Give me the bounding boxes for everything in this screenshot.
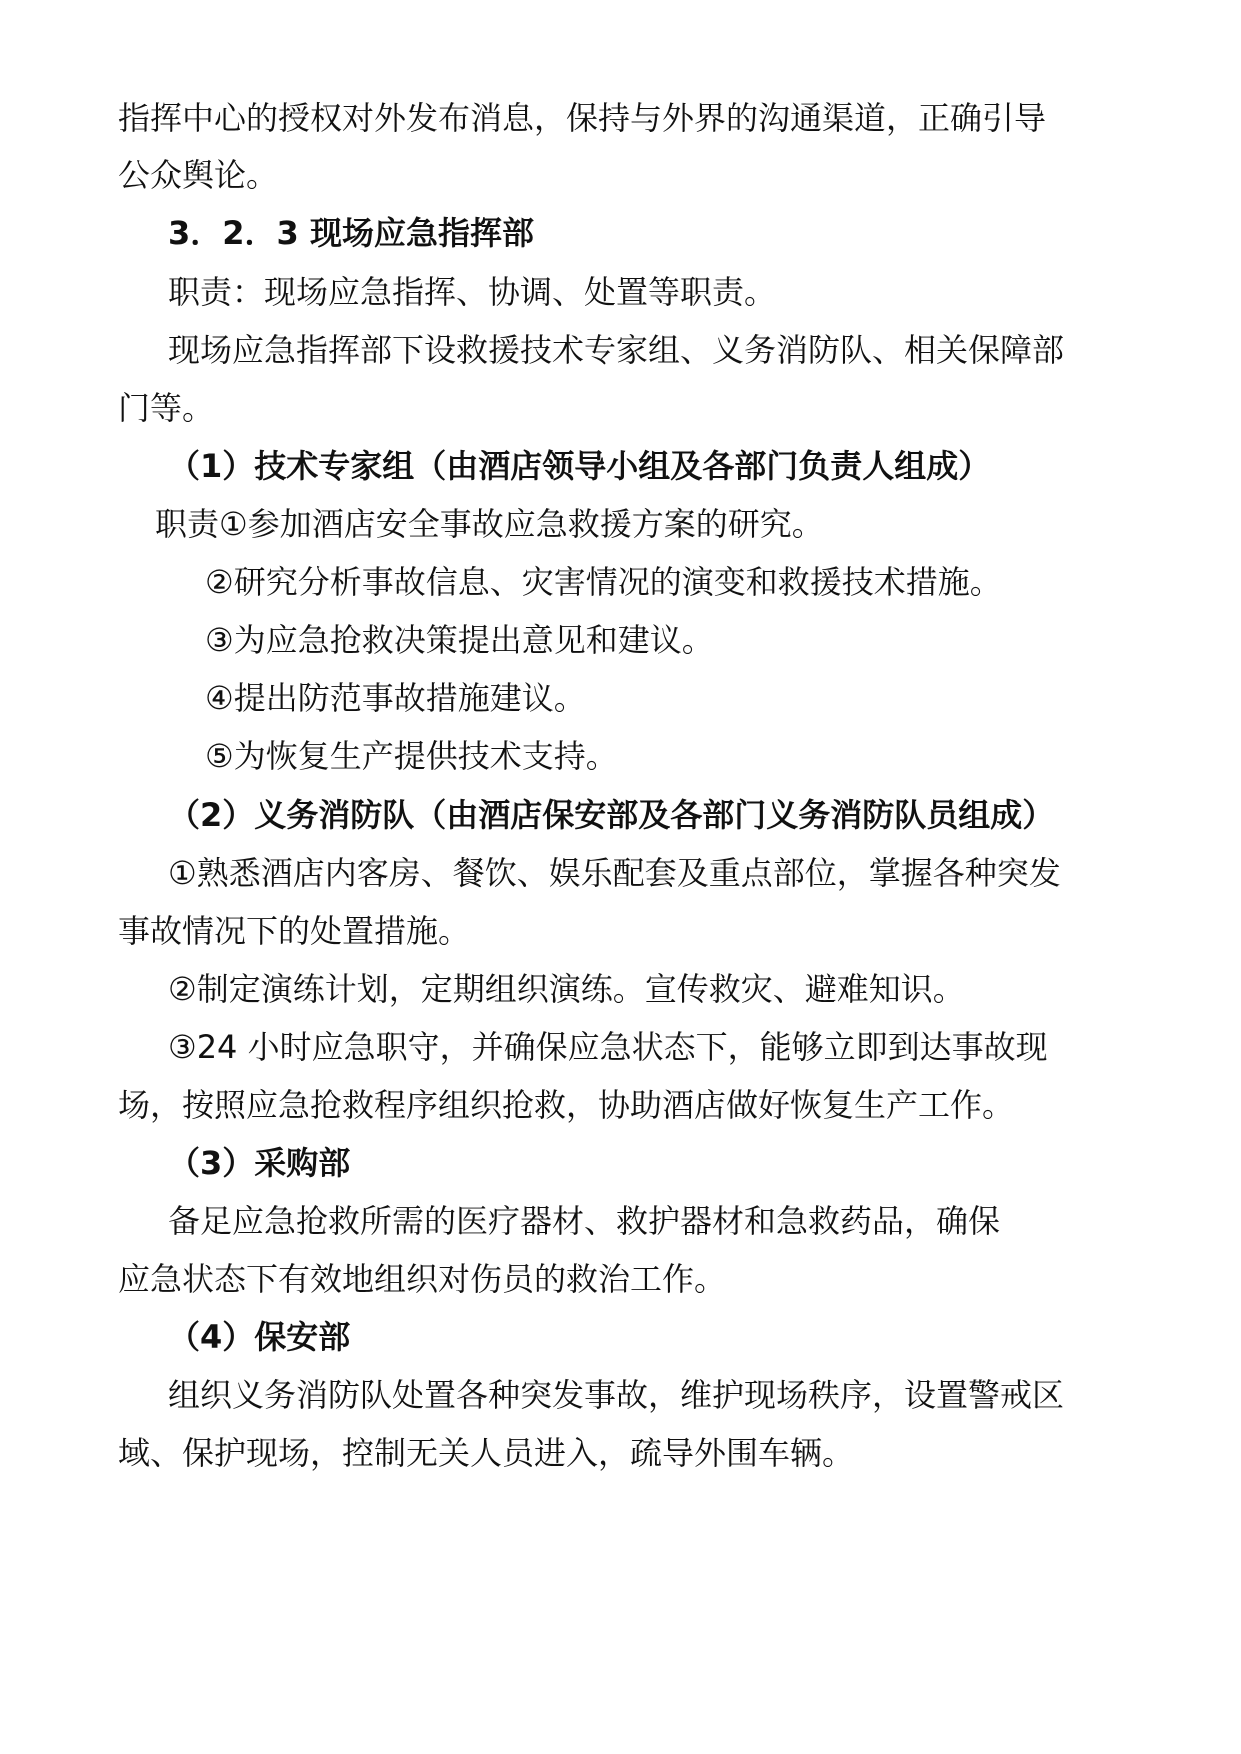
paragraph-line: 备足应急抢救所需的医疗器材、救护器材和急救药品，确保 <box>168 1202 1001 1240</box>
subsection-heading: （2）义务消防队（由酒店保安部及各部门义务消防队员组成） <box>168 796 1055 834</box>
list-item: ④提出防范事故措施建议。 <box>205 679 586 717</box>
paragraph-line: 门等。 <box>118 389 215 427</box>
paragraph-line: 指挥中心的授权对外发布消息，保持与外界的沟通渠道，正确引导 <box>118 99 1047 137</box>
list-item: 场，按照应急抢救程序组织抢救，协助酒店做好恢复生产工作。 <box>118 1086 1015 1124</box>
paragraph-line: 组织义务消防队处置各种突发事故，维护现场秩序，设置警戒区 <box>168 1376 1065 1414</box>
paragraph-line: 域、保护现场，控制无关人员进入，疏导外围车辆。 <box>118 1434 855 1472</box>
list-item: 事故情况下的处置措施。 <box>118 912 471 950</box>
paragraph-line: 公众舆论。 <box>118 156 279 194</box>
list-item: ①熟悉酒店内客房、餐饮、娱乐配套及重点部位，掌握各种突发 <box>168 854 1061 892</box>
subsection-heading: （4）保安部 <box>168 1318 351 1356</box>
list-item: ②制定演练计划，定期组织演练。宣传救灾、避难知识。 <box>168 970 965 1008</box>
subsection-heading: （1）技术专家组（由酒店领导小组及各部门负责人组成） <box>168 447 991 485</box>
list-item: ②研究分析事故信息、灾害情况的演变和救援技术措施。 <box>205 563 1002 601</box>
section-heading: 3．2．3 现场应急指挥部 <box>168 214 534 252</box>
paragraph-line: 现场应急指挥部下设救援技术专家组、义务消防队、相关保障部 <box>168 331 1065 369</box>
list-item: ⑤为恢复生产提供技术支持。 <box>205 737 618 775</box>
paragraph-line: 职责：现场应急指挥、协调、处置等职责。 <box>168 273 777 311</box>
paragraph-line: 应急状态下有效地组织对伤员的救治工作。 <box>118 1260 727 1298</box>
list-item: 职责①参加酒店安全事故应急救援方案的研究。 <box>155 505 824 543</box>
list-item: ③24 小时应急职守，并确保应急状态下，能够立即到达事故现 <box>168 1028 1048 1066</box>
subsection-heading: （3）采购部 <box>168 1144 351 1182</box>
list-item: ③为应急抢救决策提出意见和建议。 <box>205 621 714 659</box>
